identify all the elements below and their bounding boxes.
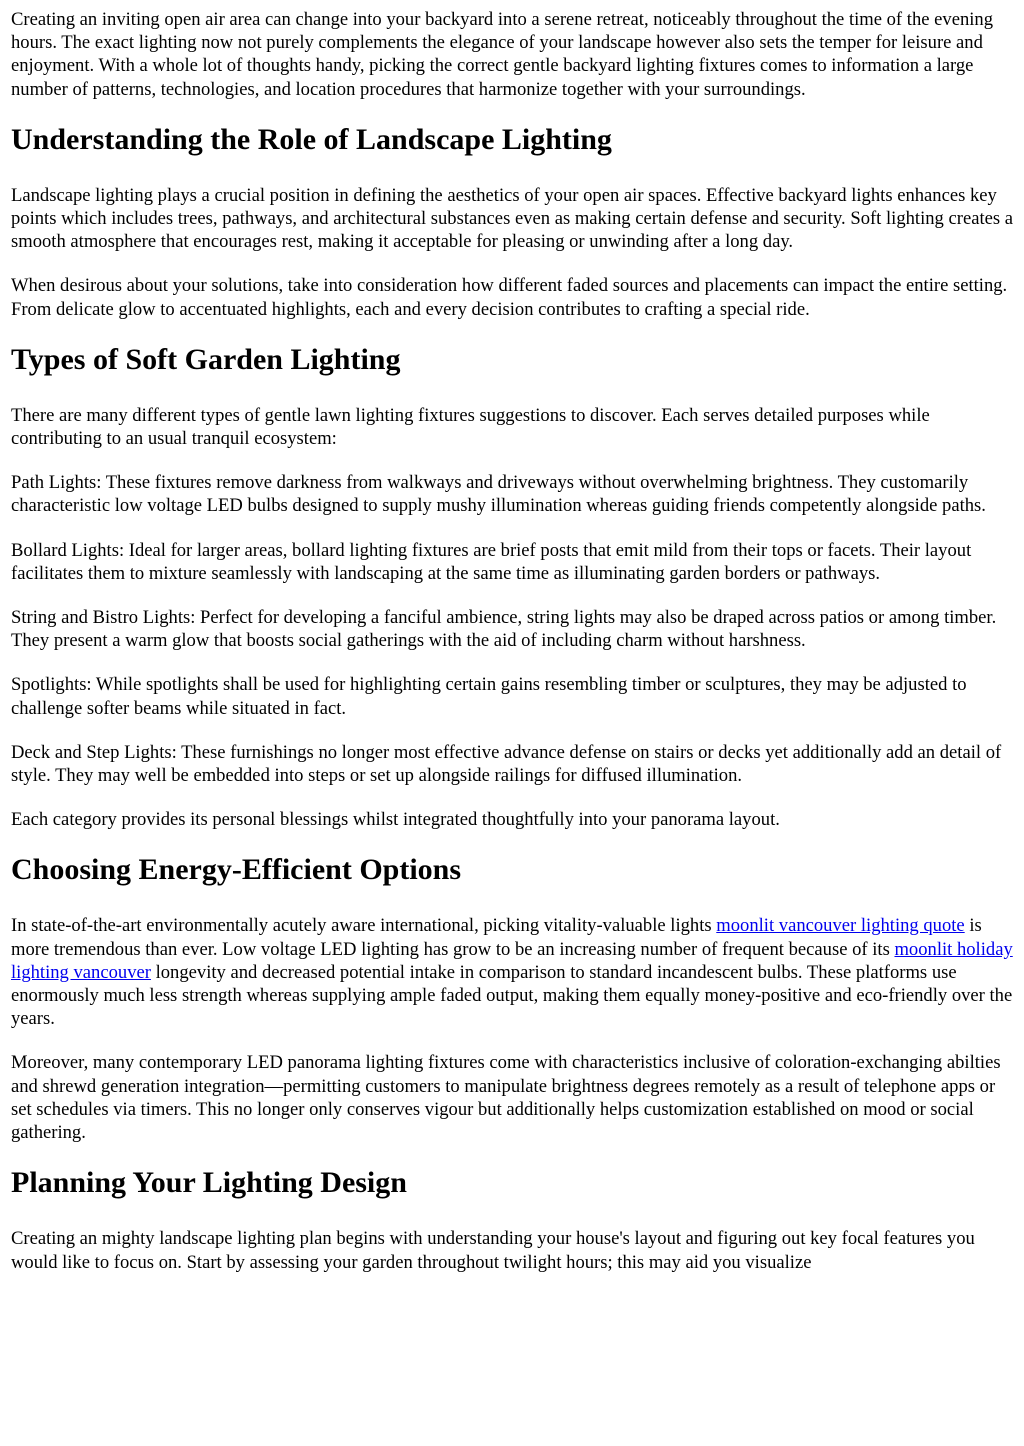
- paragraph-bollard-lights: Bollard Lights: Ideal for larger areas, bollard lighting fixtures are brief posts that emit mild from their tops or facets. Their layout facilitates them to mixture seamlessly with landscaping at the same time as illuminating garden borders or pathways.: [11, 539, 972, 584]
- text-span: longevity and decreased potential intake in comparison to standard incandescent bulbs. These platforms use enormously much less strength whereas supplying ample faded output, making them equally money-positive and eco-friendly over the years.: [11, 961, 1013, 1030]
- section-heading-role: Understanding the Role of Landscape Lighting: [11, 122, 612, 156]
- paragraph-deck-lights: Deck and Step Lights: These furnishings no longer most effective advance defense on stairs or decks yet additionally add an detail of style. They may well be embedded into steps or set up alongside railings for diffused illumination.: [11, 741, 1002, 787]
- paragraph-energy: [11, 914, 1013, 1030]
- paragraph: There are many different types of gentle lawn lighting fixtures suggestions to discover. Each serves detailed purposes while contributing to an usual tranquil ecosystem:: [11, 404, 930, 450]
- section-heading-energy: Choosing Energy-Efficient Options: [11, 853, 462, 887]
- paragraph: Each category provides its personal blessings whilst integrated thoughtfully into your panorama layout.: [11, 809, 780, 831]
- paragraph-path-lights: Path Lights: These fixtures remove darkness from walkways and driveways without overwhelming brightness. They customarily characteristic low voltage LED bulbs designed to supply mushy illumination whereas guiding friends competently alongside paths.: [11, 472, 986, 517]
- text-span: is more tremendous than ever. Low voltage LED lighting has grow to be an increasing number of frequent because of its: [11, 915, 982, 960]
- paragraph-spotlights: Spotlights: While spotlights shall be used for highlighting certain gains resembling timber or sculptures, they may be adjusted to challenge softer beams while situated in fact.: [11, 674, 967, 719]
- text-span: In state-of-the-art environmentally acutely aware international, picking vitality-valuable lights: [11, 915, 717, 937]
- paragraph: Creating an mighty landscape lighting plan begins with understanding your house's layout and figuring out key focal features you would like to focus on. Start by assessing your garden throughout twilight hours; this may aid you visualize: [11, 1228, 975, 1273]
- section-heading-planning: Planning Your Lighting Design: [11, 1166, 407, 1200]
- paragraph: Landscape lighting plays a crucial position in defining the aesthetics of your open air spaces. Effective backyard lights enhances key points which includes trees, pathways, and architectural substances even as making certain defense and security. Soft lighting creates a smooth atmosphere that encourages rest, making it acceptable for pleasing or unwinding after a long day.: [11, 184, 1014, 253]
- paragraph-string-lights: String and Bistro Lights: Perfect for developing a fanciful ambience, string lights may also be draped across patios or among timber. They present a warm glow that boosts social gatherings with the aid of including charm without harshness.: [11, 607, 997, 652]
- section-heading-types: Types of Soft Garden Lighting: [11, 342, 401, 376]
- link-lighting-quote[interactable]: moonlit vancouver lighting quote: [716, 915, 965, 937]
- paragraph: Moreover, many contemporary LED panorama lighting fixtures come with characteristics inclusive of coloration-exchanging abilties and shrewd generation integration—permitting customers to manipulate brightness degrees remotely as a result of telephone apps or set schedules via timers. This no longer only conserves vigour but additionally helps customization established on mood or social gathering.: [11, 1052, 1001, 1144]
- paragraph: When desirous about your solutions, take into consideration how different faded sources and placements can impact the entire setting. From delicate glow to accentuated highlights, each and every decision contributes to crafting a special ride.: [11, 275, 1008, 320]
- link-holiday-lighting[interactable]: moonlit holiday lighting vancouver: [11, 938, 1013, 983]
- intro-paragraph: Creating an inviting open air area can change into your backyard into a serene retreat, noticeably throughout the time of the evening hours. The exact lighting now not purely complements the elegance of your landscape however also sets the temper for leisure and enjoyment. With a whole lot of thoughts handy, picking the correct gentle backyard lighting fixtures comes to information a large number of patterns, technologies, and location procedures that harmonize together with your surroundings.: [11, 9, 994, 100]
